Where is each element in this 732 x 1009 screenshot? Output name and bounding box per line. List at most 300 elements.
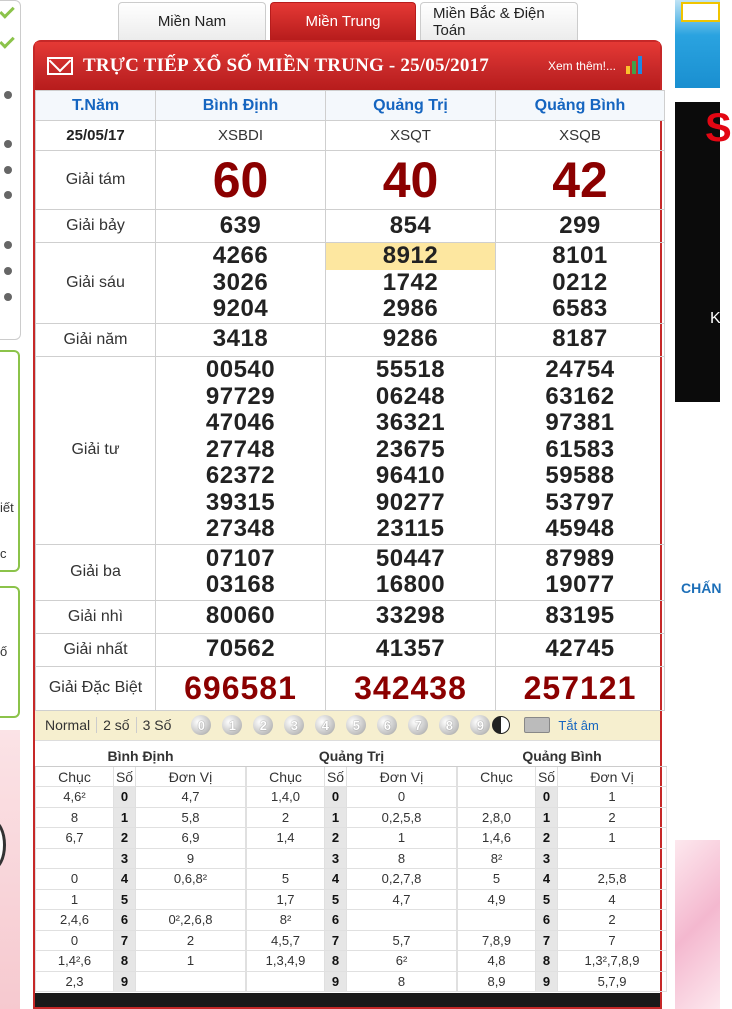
loto-cell: 4,8 [458, 951, 536, 972]
loto-head-digit: 3 [536, 848, 558, 869]
loto-cell: 0,2,5,8 [347, 807, 457, 828]
loto-head-digit: 3 [114, 848, 136, 869]
loto-cell: 7 [558, 930, 667, 951]
prize-cell [156, 356, 326, 544]
loto-row [458, 951, 667, 972]
loto-cell: 5 [247, 869, 325, 890]
date-row [36, 121, 665, 151]
prize-row [36, 243, 665, 324]
loto-head-digit: 5 [325, 889, 347, 910]
loto-cell: 8 [347, 848, 457, 869]
prize-number: 16800 [375, 571, 446, 598]
loto-cell [136, 971, 246, 992]
bullet-icon [4, 241, 12, 249]
loto-cell: 2,3 [36, 971, 114, 992]
prize-label: Giải nhất [36, 633, 156, 666]
prize-cell [326, 600, 496, 633]
prize-cell [156, 151, 326, 210]
prize-number: 3026 [212, 268, 269, 296]
loto-cell: 8² [458, 848, 536, 869]
left-link-fragment[interactable]: iết [0, 500, 14, 515]
loto-province-row [458, 747, 667, 767]
loto-head-digit: 5 [114, 889, 136, 910]
loto-row [36, 951, 246, 972]
prize-number: 55518 [375, 356, 446, 384]
prize-cell [326, 243, 496, 324]
loto-head-digit: 0 [325, 787, 347, 808]
prize-number: 53797 [545, 488, 615, 516]
prize-cell [496, 243, 665, 324]
loto-cell: 1 [347, 828, 457, 849]
province-header-row [36, 91, 665, 121]
loto-head-digit: 1 [325, 807, 347, 828]
loto-cell: 1 [558, 787, 667, 808]
loto-row [247, 869, 457, 890]
prize-row [36, 210, 665, 243]
prize-number: 8101 [552, 242, 608, 269]
loto-cell [136, 889, 246, 910]
loto-row [36, 889, 246, 910]
digit-ball[interactable]: 3 [284, 715, 304, 735]
prize-number: 36321 [375, 409, 446, 437]
loto-cell: 0 [36, 869, 114, 890]
prize-number: 40 [382, 152, 439, 208]
loto-cell: 1 [558, 828, 667, 849]
prize-number: 24754 [545, 356, 615, 384]
prize-number: 257121 [523, 669, 637, 706]
display-mode-bar [35, 711, 660, 741]
loto-row [36, 869, 246, 890]
digit-ball[interactable]: 4 [315, 715, 335, 735]
prize-number: 8187 [552, 325, 608, 353]
loto-cell: 2 [558, 807, 667, 828]
speaker-icon [524, 717, 550, 733]
prize-label: Giải bảy [36, 210, 156, 243]
loto-cell: 4,7 [136, 787, 246, 808]
loto-stats [35, 747, 660, 993]
province-code: XSQT [326, 121, 496, 151]
loto-cell: 2 [247, 807, 325, 828]
loto-cell: 6,7 [36, 828, 114, 849]
prize-number: 61583 [545, 435, 615, 463]
left-box [0, 0, 21, 340]
loto-cell: 2,5,8 [558, 869, 667, 890]
loto-cell: 8,9 [458, 971, 536, 992]
loto-row [247, 910, 457, 931]
prize-number: 3418 [212, 325, 269, 353]
mode-normal[interactable]: Normal [39, 717, 97, 733]
loto-cell: 0,6,8² [136, 869, 246, 890]
prize-row [36, 323, 665, 356]
digit-ball[interactable]: 2 [253, 715, 273, 735]
prize-cell [326, 666, 496, 710]
see-more-link[interactable]: Xem thêm!... [547, 59, 616, 73]
digit-ball[interactable]: 0 [191, 715, 211, 735]
prize-number: 27748 [205, 435, 276, 463]
loto-head-digit: 4 [325, 869, 347, 890]
prize-number: 63162 [545, 382, 615, 410]
digit-ball[interactable]: 7 [408, 715, 428, 735]
loto-row [247, 828, 457, 849]
bullet-icon [4, 267, 12, 275]
loto-province-name: Quảng Bình [458, 747, 667, 767]
prize-cell [496, 600, 665, 633]
prize-cell [156, 633, 326, 666]
prize-number: 59588 [545, 462, 615, 490]
prize-number: 854 [389, 211, 432, 239]
ad-letter: K [710, 310, 721, 327]
loto-row [458, 828, 667, 849]
loto-cell: 5,8 [136, 807, 246, 828]
loto-cell: 5 [458, 869, 536, 890]
loto-column-header [247, 767, 457, 787]
loto-column-label: Đơn Vị [558, 767, 667, 787]
loto-cell: 1,4²,6 [36, 951, 114, 972]
prize-number: 299 [559, 211, 601, 239]
loto-cell: 8 [347, 971, 457, 992]
loto-head-digit: 8 [536, 951, 558, 972]
prize-number: 47046 [205, 409, 276, 437]
loto-cell [458, 787, 536, 808]
tab-mien-trung[interactable]: Miền Trung [270, 2, 416, 40]
loto-cell: 1,3,4,9 [247, 951, 325, 972]
prize-number: 23675 [375, 435, 446, 463]
prize-cell [496, 151, 665, 210]
loto-head-digit: 2 [325, 828, 347, 849]
loto-cell [558, 848, 667, 869]
loto-head-digit: 2 [114, 828, 136, 849]
mail-icon [47, 57, 73, 75]
digit-ball[interactable]: 6 [377, 715, 397, 735]
loto-head-digit: 3 [325, 848, 347, 869]
loto-cell: 4,9 [458, 889, 536, 910]
prize-label: Giải năm [36, 323, 156, 356]
loto-head-digit: 9 [325, 971, 347, 992]
prize-cell [156, 243, 326, 324]
right-ad-banner[interactable] [675, 0, 720, 88]
loto-cell: 6² [347, 951, 457, 972]
loto-cell: 0 [347, 787, 457, 808]
prize-cell [156, 210, 326, 243]
mode-2-so[interactable]: 2 số [97, 717, 136, 733]
loto-row [36, 848, 246, 869]
loto-cell: 1,4,0 [247, 787, 325, 808]
loto-column-label: Số [114, 767, 136, 787]
loto-cell: 4,5,7 [247, 930, 325, 951]
loto-table [246, 747, 457, 993]
province-code: XSQB [496, 121, 665, 151]
loto-head-digit: 0 [536, 787, 558, 808]
loto-column-label: Đơn Vị [136, 767, 246, 787]
loto-row [247, 971, 457, 992]
prize-cell [496, 210, 665, 243]
loto-table [35, 747, 246, 993]
prize-number: 96410 [375, 462, 446, 490]
loto-head-digit: 7 [536, 930, 558, 951]
loto-cell: 6,9 [136, 828, 246, 849]
tab-mien-bac-dien-toan[interactable]: Miền Bắc & Điện Toán [420, 2, 578, 40]
loto-province-name: Quảng Trị [247, 747, 457, 767]
loto-cell: 2,8,0 [458, 807, 536, 828]
prize-number: 639 [219, 211, 262, 239]
loto-head-digit: 9 [536, 971, 558, 992]
prize-cell [326, 210, 496, 243]
prize-label: Giải tám [36, 151, 156, 210]
prize-number: 8912 [326, 243, 495, 270]
prize-number: 1742 [382, 268, 439, 296]
prize-cell [496, 356, 665, 544]
loto-cell: 2 [136, 930, 246, 951]
bullet-icon [4, 91, 12, 99]
prize-number: 62372 [205, 462, 276, 490]
left-sidebar [0, 0, 22, 1009]
loto-table [457, 747, 667, 993]
right-ad-banner-pink[interactable] [675, 840, 720, 1009]
loto-cell: 4 [558, 889, 667, 910]
loto-head-digit: 7 [325, 930, 347, 951]
loto-row [458, 807, 667, 828]
loto-head-digit: 4 [536, 869, 558, 890]
left-link-fragment[interactable]: c [0, 546, 7, 561]
loto-row [247, 930, 457, 951]
prize-cell [326, 544, 496, 600]
loto-head-digit: 5 [536, 889, 558, 910]
loto-head-digit: 6 [325, 910, 347, 931]
loto-row [458, 889, 667, 910]
loto-cell: 1,4 [247, 828, 325, 849]
loto-province-row [36, 747, 246, 767]
loto-column-header [458, 767, 667, 787]
digit-filter [191, 715, 490, 735]
loto-cell: 1,7 [247, 889, 325, 910]
loto-head-digit: 1 [536, 807, 558, 828]
loto-cell: 7,8,9 [458, 930, 536, 951]
prize-cell [156, 666, 326, 710]
digit-ball[interactable]: 8 [439, 715, 459, 735]
loto-cell: 2,4,6 [36, 910, 114, 931]
loto-row [36, 910, 246, 931]
loto-cell: 8 [36, 807, 114, 828]
prize-label: Giải Đặc Biệt [36, 666, 156, 710]
loto-province-name: Bình Định [36, 747, 246, 767]
region-tabs [118, 2, 578, 42]
prize-number: 00540 [205, 356, 276, 384]
loto-cell [247, 971, 325, 992]
prize-number: 06248 [375, 382, 446, 410]
loto-head-digit: 1 [114, 807, 136, 828]
prize-row [36, 600, 665, 633]
check-icon [0, 3, 15, 19]
bullet-icon [4, 293, 12, 301]
loto-column-label: Chục [458, 767, 536, 787]
prize-label: Giải sáu [36, 243, 156, 324]
loto-cell: 0,2,7,8 [347, 869, 457, 890]
ad-logo [681, 2, 720, 22]
prize-number: 0212 [552, 268, 608, 296]
loto-cell: 1 [36, 889, 114, 910]
prize-number: 97729 [205, 382, 276, 410]
prize-row [36, 544, 665, 600]
province-code: XSBDI [156, 121, 326, 151]
tab-mien-nam[interactable]: Miền Nam [118, 2, 266, 40]
bar-chart-icon[interactable] [626, 56, 646, 74]
prize-number: 87989 [545, 544, 615, 572]
loto-row [458, 787, 667, 808]
loto-row [458, 971, 667, 992]
loto-column-label: Đơn Vị [347, 767, 457, 787]
prize-number: 39315 [205, 488, 276, 516]
loto-cell: 1,3²,7,8,9 [558, 951, 667, 972]
prize-cell [326, 356, 496, 544]
prize-label: Giải nhì [36, 600, 156, 633]
prize-cell [326, 633, 496, 666]
draw-date: 25/05/17 [36, 121, 156, 151]
loto-head-digit: 9 [114, 971, 136, 992]
loto-row [36, 971, 246, 992]
yin-yang-icon[interactable] [492, 716, 510, 734]
prize-cell [156, 544, 326, 600]
sound-toggle-label: Tắt âm [558, 717, 599, 733]
prize-row [36, 151, 665, 210]
loto-cell: 8² [247, 910, 325, 931]
day-label: T.Năm [36, 91, 156, 121]
prize-number: 45948 [545, 515, 615, 543]
prize-number: 19077 [545, 571, 615, 598]
loto-province-row [247, 747, 457, 767]
prize-number: 42745 [545, 635, 615, 663]
prize-cell [496, 323, 665, 356]
bullet-icon [4, 166, 12, 174]
loto-cell: 1,4,6 [458, 828, 536, 849]
loto-cell: 4,7 [347, 889, 457, 910]
prize-cell [496, 666, 665, 710]
panel-title: TRỰC TIẾP XỔ SỐ MIỀN TRUNG - 25/05/2017 [83, 55, 489, 76]
loto-cell [458, 910, 536, 931]
loto-head-digit: 0 [114, 787, 136, 808]
check-icon [0, 33, 15, 49]
mode-3-so[interactable]: 3 Số [142, 717, 172, 733]
prize-row [36, 633, 665, 666]
prize-number: 4266 [212, 242, 269, 269]
prize-number: 70562 [205, 635, 276, 663]
right-ad-banner-dark[interactable] [675, 102, 732, 402]
prize-row [36, 356, 665, 544]
prize-number: 41357 [375, 635, 446, 663]
ad-letter: S [705, 106, 732, 150]
left-link-box[interactable] [0, 350, 20, 572]
province-name[interactable]: Bình Định [156, 91, 326, 121]
loto-head-digit: 8 [325, 951, 347, 972]
left-ad-banner[interactable] [0, 730, 20, 1009]
loto-column-label: Số [536, 767, 558, 787]
prize-number: 2986 [382, 295, 439, 322]
loto-row [36, 828, 246, 849]
prize-label: Giải ba [36, 544, 156, 600]
prize-number: 9286 [382, 325, 439, 353]
prize-number: 50447 [375, 544, 446, 572]
digit-ball[interactable]: 9 [470, 715, 490, 735]
loto-column-header [36, 767, 246, 787]
digit-ball[interactable]: 5 [346, 715, 366, 735]
loto-cell: 9 [136, 848, 246, 869]
prize-cell [326, 151, 496, 210]
loto-cell: 1 [136, 951, 246, 972]
loto-row [247, 807, 457, 828]
prize-number: 97381 [545, 409, 615, 437]
left-link-fragment[interactable]: ố [0, 644, 8, 659]
bullet-icon [4, 140, 12, 148]
loto-row [458, 930, 667, 951]
loto-column-label: Chục [247, 767, 325, 787]
loto-column-label: Chục [36, 767, 114, 787]
results-panel [33, 40, 662, 1009]
prize-number: 07107 [205, 544, 276, 572]
loto-row [36, 787, 246, 808]
loto-column-label: Số [325, 767, 347, 787]
prize-cell [496, 633, 665, 666]
prize-number: 03168 [205, 571, 276, 598]
prize-number: 23115 [376, 515, 445, 543]
panel-footer [35, 993, 660, 1007]
loto-head-digit: 6 [536, 910, 558, 931]
prize-number: 90277 [375, 488, 446, 516]
panel-header [35, 42, 660, 90]
loto-cell [247, 848, 325, 869]
prize-number: 9204 [212, 295, 269, 322]
prize-number: 42 [552, 152, 608, 208]
loto-row [247, 848, 457, 869]
loto-head-digit: 6 [114, 910, 136, 931]
sound-toggle[interactable] [524, 717, 598, 733]
province-name[interactable]: Quảng Trị [326, 91, 496, 121]
loto-cell: 5,7 [347, 930, 457, 951]
loto-cell: 5,7,9 [558, 971, 667, 992]
loto-row [36, 807, 246, 828]
prize-label: Giải tư [36, 356, 156, 544]
loto-head-digit: 8 [114, 951, 136, 972]
prize-number: 27348 [205, 515, 276, 543]
prize-number: 83195 [545, 602, 615, 630]
loto-head-digit: 4 [114, 869, 136, 890]
province-name[interactable]: Quảng Bình [496, 91, 665, 121]
prize-cell [326, 323, 496, 356]
prize-row [36, 666, 665, 710]
prize-number: 6583 [552, 295, 608, 322]
prize-number: 33298 [375, 602, 446, 630]
loto-head-digit: 2 [536, 828, 558, 849]
ad-text[interactable]: CHẤN [681, 580, 722, 596]
prize-number: 342438 [354, 669, 467, 706]
loto-row [247, 889, 457, 910]
prize-number: 696581 [184, 669, 297, 706]
loto-cell [347, 910, 457, 931]
prize-cell [156, 600, 326, 633]
prize-cell [156, 323, 326, 356]
loto-row [458, 910, 667, 931]
loto-row [247, 951, 457, 972]
loto-cell [36, 848, 114, 869]
loto-row [247, 787, 457, 808]
loto-row [36, 930, 246, 951]
prize-number: 60 [212, 152, 269, 208]
loto-cell: 2 [558, 910, 667, 931]
digit-ball[interactable]: 1 [222, 715, 242, 735]
bullet-icon [4, 191, 12, 199]
loto-cell: 4,6² [36, 787, 114, 808]
results-table [35, 90, 665, 711]
loto-head-digit: 7 [114, 930, 136, 951]
loto-cell: 0 [36, 930, 114, 951]
